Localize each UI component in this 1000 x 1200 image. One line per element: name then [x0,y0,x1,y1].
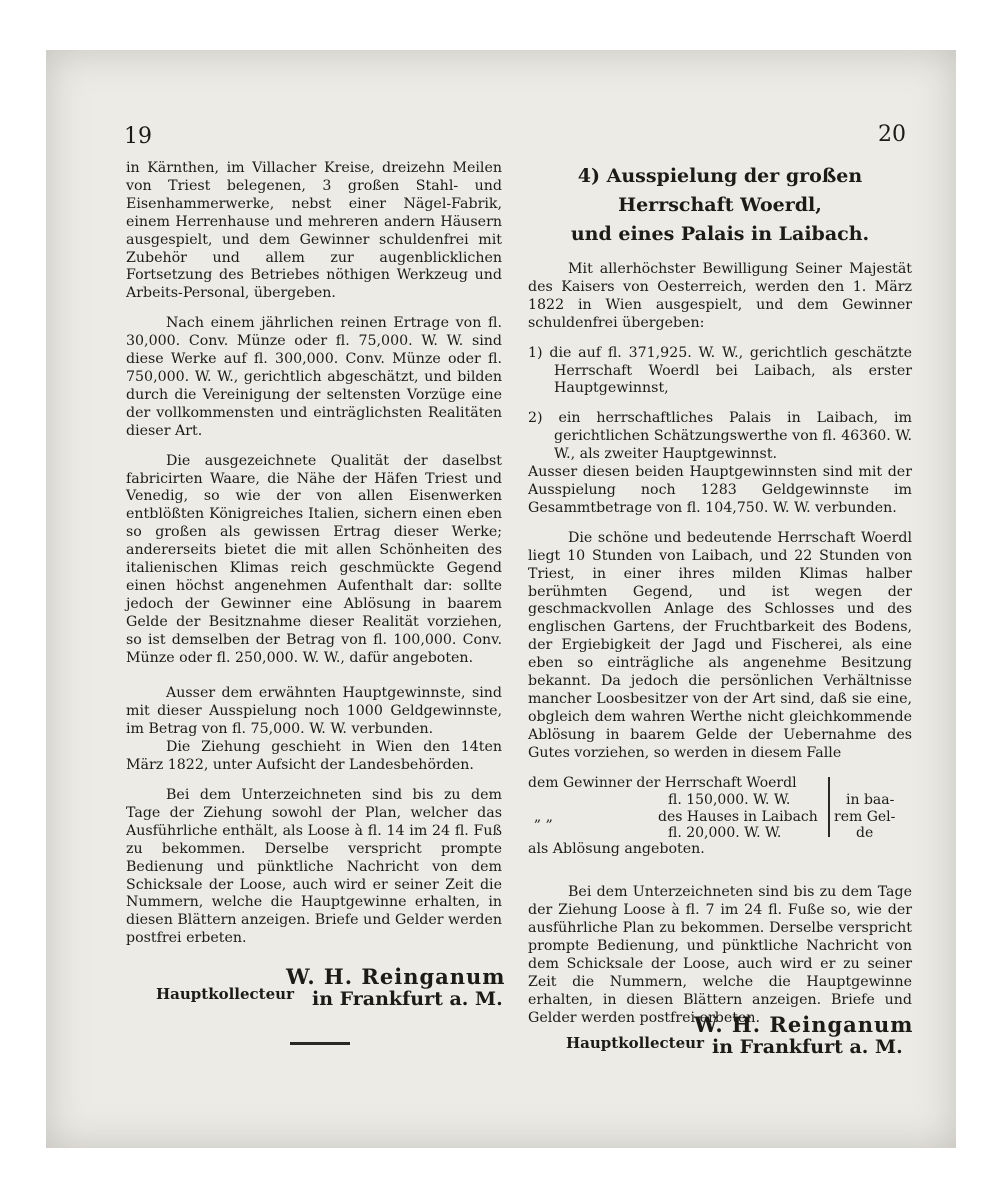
offer-side-1: in baa- [846,791,895,808]
offer-ditto-marks: „ „ [534,808,553,825]
offer-side-3: de [856,824,874,841]
right-signature-role: Hauptkollecteur [566,1034,704,1052]
right-signature-name: W. H. Reinganum [694,1012,914,1037]
offer-side-2: rem Gel- [834,808,896,825]
left-paragraph-2: Nach einem jährlichen reinen Ertrage von fl. 30,000. Conv. Münze oder fl. 75,000. W. W. sind diese Werke auf fl. 300,000. Conv. Münze oder fl. 750,000. W. W., gerichtlich abgeschätzt, und bilden durch die Vereinigung der seltensten Vorzüge eine der vollkommensten und einträglichsten Realitäten dieser Art. [126,315,502,439]
left-column [126,160,502,948]
offer-brace [828,777,830,837]
right-column [528,162,912,1028]
left-signature-role: Hauptkollecteur [156,985,294,1003]
right-paragraph-2: Ausser diesen beiden Hauptgewinnsten sind mit der Ausspielung noch 1283 Geldgewinnste im Gesammtbetrage von fl. 104,750. W. W. verbunden. [528,464,912,516]
right-signature-place: in Frankfurt a. M. [712,1036,903,1058]
offer-line-2: fl. 150,000. W. W. [668,791,791,808]
right-paragraph-1: Mit allerhöchster Bewilligung Seiner Majestät des Kaisers von Oesterreich, werden den 1. März 1822 in Wien ausgespielt, und dem Gewinner schuldenfrei übergeben: [528,261,912,331]
left-paragraph-5: Die Ziehung geschieht in Wien den 14ten März 1822, unter Aufsicht der Landesbehörden. [126,739,502,774]
left-paragraph-6: Bei dem Unterzeichneten sind bis zu dem Tage der Ziehung sowohl der Plan, welcher das Ausführliche enthält, als Loose à fl. 14 im 24 fl. Fuß zu bekommen. Derselbe verspricht prompte Bedienung und pünktliche Nachricht von dem Schicksale der Loose, auch wird er seiner Zeit die Nummern, welche die Hauptgewinne erhalten, in diesen Blättern anzeigen. Briefe und Gelder werden postfrei erbeten. [126,787,502,947]
left-signature-place: in Frankfurt a. M. [312,988,503,1010]
right-paragraph-3: Die schöne und bedeutende Herrschaft Woerdl liegt 10 Stunden von Laibach, und 22 Stunden von Triest, in einer ihres milden Klimas halber berühmten Gegend, und ist wegen der geschmackvollen Anlage des Schlosses und des englischen Gartens, der Fruchtbarkeit des Bodens, der Ergiebigkeit der Jagd und Fischerei, als eine eben so einträgliche als angenehme Besitzung bekannt. Da jedoch die persönlichen Verhältnisse mancher Loosbesitzer von der Art sind, daß sie eine, obgleich dem wahren Werthe nicht gleichkommende Ablösung in baarem Gelde der Uebernahme des Gutes vorziehen, so werden in diesem Falle [528,529,912,761]
right-paragraph-5: Bei dem Unterzeichneten sind bis zu dem Tage der Ziehung Loose à fl. 7 im 24 fl. Fuße so, wie der ausführliche Plan zu bekommen. Derselbe verspricht prompte Bedienung, und pünktliche Nachricht von dem Schicksale der Loose, auch wird er zu seiner Zeit die Nummern, welche die Hauptgewinne erhalten, in diesen Blättern anzeigen. Briefe und Gelder werden postfrei erbeten. [528,884,912,1026]
page-number-right: 20 [878,122,906,147]
left-paragraph-3: Die ausgezeichnete Qualität der daselbst fabricirten Waare, die Nähe der Häfen Triest und Venedig, so wie der von allen Eisenwerken entblößten Königreiches Italien, sichern einen eben so großen als gewissen Ertrag dieser Werke; andererseits bietet die mit allen Schönheiten des italienischen Klimas reich geschmückte Gegend einen höchst angenehmen Aufenthalt dar: sollte jedoch der Gewinner eine Ablösung in baarem Gelde der Besitznahme dieser Realität vorziehen, so ist demselben der Betrag von fl. 100,000. Conv. Münze oder fl. 250,000. W. W., dafür angeboten. [126,452,502,666]
right-title-line-2: und eines Palais in Laibach. [570,223,870,245]
left-paragraph-1: in Kärnthen, im Villacher Kreise, dreizehn Meilen von Triest belegenen, 3 großen Stahl- und Eisenhammerwerke, nebst einer Nägel-Fabrik, einem Herrenhause und mehreren andern Häusern ausgespielt, und dem Gewinner schuldenfrei mit Zubehör und allem zur augenblicklichen Fortsetzung des Betriebes nöthigen Werkzeug und Arbeits-Personal, übergeben. [126,160,502,302]
right-title-line-1: 4) Ausspielung der großen Herrschaft Woerdl, [577,165,863,216]
right-paragraph-4: als Ablösung angeboten. [528,840,705,857]
offer-line-1: dem Gewinner der Herrschaft Woerdl [528,774,797,791]
left-paragraph-4: Ausser dem erwähnten Hauptgewinnste, sind mit dieser Ausspielung noch 1000 Geldgewinnste, im Betrag von fl. 75,000. W. W. verbunden. [126,685,502,738]
offer-bracket-block [528,775,912,841]
offer-line-3: des Hauses in Laibach [658,808,818,825]
right-list-item-2: 2) ein herrschaftliches Palais in Laibach, im gerichtlichen Schätzungswerthe von fl. 46360. W. W., als zweiter Hauptgewinnst. [528,410,912,463]
left-signature-name: W. H. Reinganum [286,964,506,989]
closing-rule [290,1042,350,1045]
page-number-left: 19 [124,124,152,149]
offer-line-4: fl. 20,000. W. W. [668,824,782,841]
right-list-item-1: 1) die auf fl. 371,925. W. W., gerichtlich geschätzte Herrschaft Woerdl bei Laibach, als erster Hauptgewinnst, [528,344,912,397]
